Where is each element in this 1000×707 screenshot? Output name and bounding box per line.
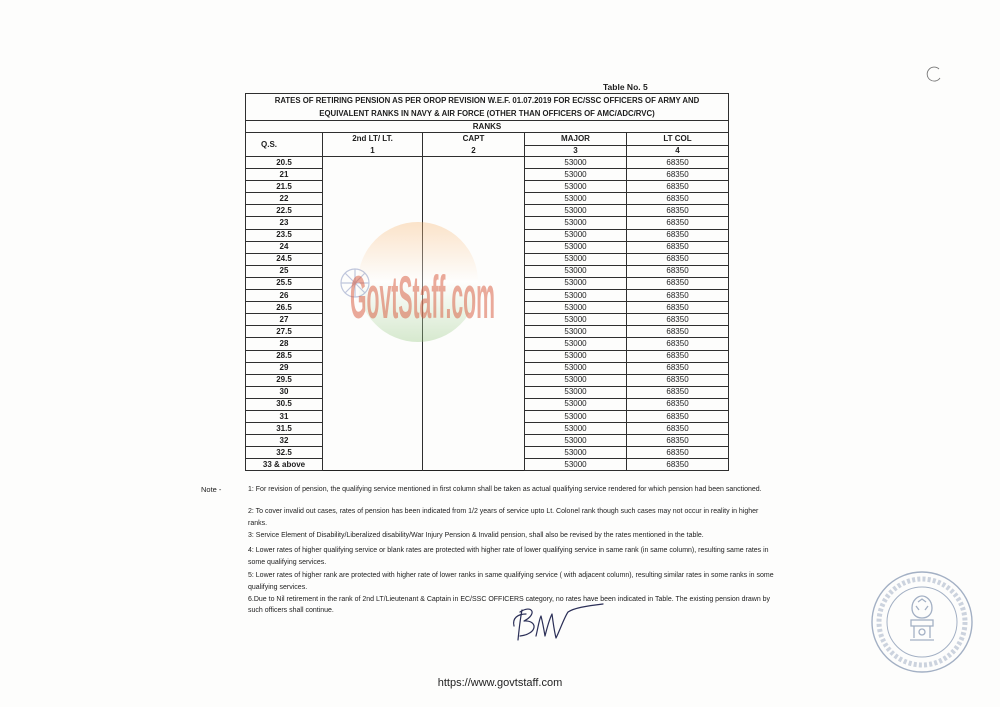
column-header-2nd-lt-lt: 2nd LT/ LT. [323,133,423,146]
note-line: such officers shall continue. [248,607,334,614]
rank-col-3-cell: 53000 [525,193,627,205]
qualifying-service-cell: 21 [246,169,323,181]
qualifying-service-cell: 24.5 [246,253,323,265]
rank-col-3-cell: 53000 [525,314,627,326]
column-header-lt-col: LT COL [627,133,729,146]
rank-col-2-cell [423,386,525,398]
table-row [246,302,729,314]
rank-col-3-cell: 53000 [525,302,627,314]
rank-col-3-cell: 53000 [525,157,627,169]
qualifying-service-cell: 29 [246,362,323,374]
rank-col-2-cell [423,350,525,362]
official-seal-icon [866,566,978,678]
column-number-4: 4 [627,146,729,157]
rank-col-2-cell [423,265,525,277]
table-row [246,205,729,217]
note-line: 2: To cover invalid out cases, rates of pension has been indicated from 1/2 years of service upto Lt. Colonel rank though such cases may not occur in reality in higher [248,508,759,515]
rank-col-4-cell: 68350 [627,362,729,374]
rank-col-1-cell [323,265,423,277]
note-label: Note - [201,485,222,494]
table-row [246,229,729,241]
rank-col-1-cell [323,326,423,338]
rank-col-3-cell: 53000 [525,435,627,447]
qualifying-service-cell: 22.5 [246,205,323,217]
table-row [246,350,729,362]
rank-col-1-cell [323,253,423,265]
table-row [246,314,729,326]
table-row [246,362,729,374]
punch-hole-mark [924,64,944,84]
rank-col-2-cell [423,398,525,410]
rank-col-3-cell: 53000 [525,423,627,435]
rank-col-4-cell: 68350 [627,205,729,217]
rank-col-3-cell: 53000 [525,217,627,229]
rank-col-4-cell: 68350 [627,241,729,253]
signature-stroke [536,604,603,638]
rank-col-4-cell: 68350 [627,374,729,386]
rank-col-1-cell [323,169,423,181]
ranks-heading: RANKS [246,121,729,133]
rank-col-2-cell [423,181,525,193]
table-row [246,193,729,205]
rank-col-4-cell: 68350 [627,326,729,338]
rank-col-1-cell [323,290,423,302]
rank-col-4-cell: 68350 [627,410,729,422]
qualifying-service-cell: 33 & above [246,459,323,471]
table-row [246,217,729,229]
table-row [246,241,729,253]
qualifying-service-cell: 30.5 [246,398,323,410]
rank-col-2-cell [423,205,525,217]
rank-col-4-cell: 68350 [627,277,729,289]
qualifying-service-cell: 28.5 [246,350,323,362]
rank-col-4-cell: 68350 [627,229,729,241]
note-5 [248,570,774,594]
rank-col-2-cell [423,410,525,422]
column-number-1: 1 [323,146,423,157]
seal-lettering-ring [879,579,965,665]
rank-col-1-cell [323,374,423,386]
rank-col-1-cell [323,241,423,253]
rank-col-3-cell: 53000 [525,181,627,193]
rank-col-3-cell: 53000 [525,326,627,338]
column-header-row [246,133,729,146]
rank-col-1-cell [323,350,423,362]
rank-col-3-cell: 53000 [525,338,627,350]
qualifying-service-cell: 26 [246,290,323,302]
note-1 [248,484,762,496]
pension-rates-table [245,93,729,471]
rank-col-1-cell [323,181,423,193]
table-row [246,181,729,193]
table-row [246,338,729,350]
qualifying-service-cell: 32.5 [246,447,323,459]
rank-col-4-cell: 68350 [627,265,729,277]
note-line: 6.Due to Nil retirement in the rank of 2nd LT/Lieutenant & Captain in EC/SSC OFFICERS category, no rates have been indicated in Table. The existing pension drawn by [248,596,771,603]
table-number: Table No. 5 [603,82,648,92]
rank-col-1-cell [323,423,423,435]
rank-col-4-cell: 68350 [627,157,729,169]
rank-col-4-cell: 68350 [627,435,729,447]
table-row [246,277,729,289]
qualifying-service-cell: 28 [246,338,323,350]
qualifying-service-cell: 32 [246,435,323,447]
rank-col-4-cell: 68350 [627,302,729,314]
qualifying-service-cell: 31 [246,410,323,422]
rank-col-3-cell: 53000 [525,265,627,277]
note-line: some qualifying services. [248,559,327,566]
note-4 [248,545,769,569]
note-line: 4: Lower rates of higher qualifying service or blank rates are protected with higher rate of lower qualifying service in same rank (in same column), resulting same rates in [248,547,769,554]
note-line: 1: For revision of pension, the qualifying service mentioned in first column shall be taken as actual qualifying service rendered for which pension had been sanctioned. [248,486,762,493]
rank-col-4-cell: 68350 [627,169,729,181]
table-row [246,447,729,459]
rank-col-1-cell [323,362,423,374]
rank-col-4-cell: 68350 [627,314,729,326]
note-3 [248,530,704,542]
rank-col-1-cell [323,193,423,205]
rank-col-2-cell [423,326,525,338]
column-header-capt: CAPT [423,133,525,146]
table-row [246,374,729,386]
seal-inner-ring [887,587,957,657]
rank-col-4-cell: 68350 [627,338,729,350]
ranks-row [246,121,729,133]
table-row [246,265,729,277]
national-emblem-icon [910,596,934,640]
rank-col-2-cell [423,314,525,326]
table-row [246,435,729,447]
rank-col-3-cell: 53000 [525,459,627,471]
rank-col-4-cell: 68350 [627,217,729,229]
qualifying-service-cell: 23 [246,217,323,229]
table-title-line-2: EQUIVALENT RANKS IN NAVY & AIR FORCE (OTHER THAN OFFICERS OF AMC/ADC/RVC) [319,109,655,118]
rank-col-2-cell [423,241,525,253]
qualifying-service-cell: 29.5 [246,374,323,386]
rank-col-3-cell: 53000 [525,362,627,374]
qualifying-service-cell: 26.5 [246,302,323,314]
rank-col-2-cell [423,459,525,471]
rank-col-2-cell [423,435,525,447]
note-line: qualifying services. [248,584,308,591]
rank-col-1-cell [323,302,423,314]
qualifying-service-cell: 22 [246,193,323,205]
table-title [246,94,729,121]
rank-col-1-cell [323,229,423,241]
rank-col-1-cell [323,314,423,326]
rank-col-2-cell [423,302,525,314]
table-row [246,326,729,338]
rank-col-4-cell: 68350 [627,193,729,205]
signature-stroke [520,609,534,636]
rank-col-3-cell: 53000 [525,229,627,241]
note-2 [248,506,758,530]
table-row [246,398,729,410]
table-title-row [246,94,729,121]
rank-col-1-cell [323,386,423,398]
table-row [246,423,729,435]
rank-col-4-cell: 68350 [627,398,729,410]
rank-col-2-cell [423,447,525,459]
rank-col-2-cell [423,423,525,435]
table-title-line-1: RATES OF RETIRING PENSION AS PER OROP REVISION W.E.F. 01.07.2019 FOR EC/SSC OFFICERS OF ARMY AND [274,96,700,105]
rank-col-1-cell [323,435,423,447]
rank-col-1-cell [323,157,423,169]
rank-col-2-cell [423,338,525,350]
qualifying-service-cell: 24 [246,241,323,253]
rank-col-3-cell: 53000 [525,241,627,253]
rank-col-1-cell [323,447,423,459]
qs-column-header: Q.S. [246,133,323,157]
table-row [246,290,729,302]
column-number-3: 3 [525,146,627,157]
rank-col-3-cell: 53000 [525,398,627,410]
rank-col-3-cell: 53000 [525,374,627,386]
rank-col-2-cell [423,362,525,374]
handwritten-signature [508,596,608,646]
rank-col-2-cell [423,290,525,302]
rank-col-3-cell: 53000 [525,169,627,181]
rank-col-3-cell: 53000 [525,205,627,217]
qualifying-service-cell: 30 [246,386,323,398]
rank-col-3-cell: 53000 [525,410,627,422]
qualifying-service-cell: 27 [246,314,323,326]
table-row [246,253,729,265]
rank-col-2-cell [423,157,525,169]
rank-col-4-cell: 68350 [627,423,729,435]
qualifying-service-cell: 25 [246,265,323,277]
rank-col-3-cell: 53000 [525,386,627,398]
rank-col-1-cell [323,398,423,410]
rank-col-3-cell: 53000 [525,277,627,289]
table-row [246,386,729,398]
rank-col-1-cell [323,410,423,422]
footer-url: https://www.govtstaff.com [437,677,563,689]
watermark-text: GovtStaff.com [350,264,495,332]
note-line: ranks. [248,520,268,527]
rank-col-3-cell: 53000 [525,253,627,265]
rank-col-4-cell: 68350 [627,290,729,302]
rank-col-3-cell: 53000 [525,447,627,459]
qualifying-service-cell: 20.5 [246,157,323,169]
rank-col-1-cell [323,217,423,229]
qualifying-service-cell: 31.5 [246,423,323,435]
column-header-major: MAJOR [525,133,627,146]
rank-col-3-cell: 53000 [525,290,627,302]
qualifying-service-cell: 21.5 [246,181,323,193]
rank-col-2-cell [423,253,525,265]
rank-col-4-cell: 68350 [627,350,729,362]
table-row [246,410,729,422]
qualifying-service-cell: 23.5 [246,229,323,241]
rank-col-2-cell [423,277,525,289]
punch-hole-arc [927,67,940,81]
rank-col-4-cell: 68350 [627,253,729,265]
column-number-2: 2 [423,146,525,157]
rank-col-4-cell: 68350 [627,459,729,471]
rank-col-1-cell [323,277,423,289]
rank-col-1-cell [323,205,423,217]
rank-col-2-cell [423,169,525,181]
table-row [246,459,729,471]
qualifying-service-cell: 27.5 [246,326,323,338]
qualifying-service-cell: 25.5 [246,277,323,289]
rank-col-2-cell [423,217,525,229]
rank-col-2-cell [423,374,525,386]
rank-col-4-cell: 68350 [627,181,729,193]
table-row [246,169,729,181]
rank-col-2-cell [423,229,525,241]
rank-col-4-cell: 68350 [627,386,729,398]
rank-col-3-cell: 53000 [525,350,627,362]
note-line: 3: Service Element of Disability/Liberalized disability/War Injury Pension & Invalid pension, shall also be revised by the rates mentioned in the table. [248,532,704,539]
rank-col-4-cell: 68350 [627,447,729,459]
table-row [246,157,729,169]
rank-col-1-cell [323,459,423,471]
rank-col-2-cell [423,193,525,205]
note-line: 5: Lower rates of higher rank are protected with higher rate of lower ranks in same qualifying service ( with adjacent column), resulting similar rates in some ranks in some [248,572,774,579]
pension-table-body [246,157,729,471]
rank-col-1-cell [323,338,423,350]
